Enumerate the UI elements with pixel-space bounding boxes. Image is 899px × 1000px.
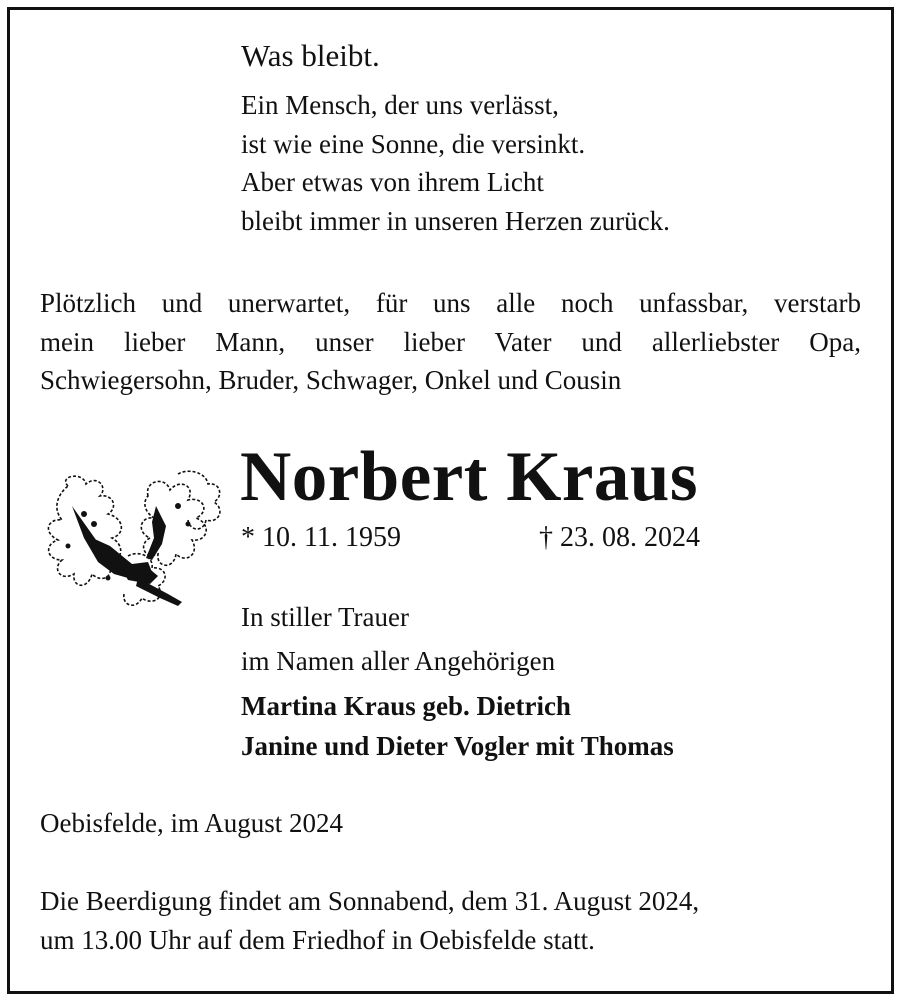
family-names <box>241 686 674 766</box>
announcement-line: Plötzlich und unerwartet, für uns alle noch unfassbar, verstarb <box>40 288 861 318</box>
place-date: Oebisfelde, im August 2024 <box>40 808 343 838</box>
announcement-text <box>40 284 861 400</box>
oak-leaf-icon <box>28 466 228 614</box>
poem-line: ist wie eine Sonne, die versinkt. <box>241 128 586 159</box>
funeral-line: Die Beerdigung findet am Sonnabend, dem 31. August 2024, <box>40 886 700 916</box>
deceased-name: Norbert Kraus <box>240 438 699 516</box>
family-member: Janine und Dieter Vogler mit Thomas <box>241 731 674 761</box>
poem-line: Aber etwas von ihrem Licht <box>241 167 544 197</box>
poem-title: Was bleibt. <box>241 38 380 73</box>
mourning-line: im Namen aller Angehörigen <box>241 646 556 676</box>
funeral-line: um 13.00 Uhr auf dem Friedhof in Oebisfelde statt. <box>40 924 595 955</box>
mourning-note <box>241 595 555 683</box>
poem <box>241 86 670 240</box>
birth-date: * 10. 11. 1959 <box>241 522 401 553</box>
poem-line: bleibt immer in unseren Herzen zurück. <box>241 205 670 236</box>
announcement-line: mein lieber Mann, unser lieber Vater und allerliebster Opa, <box>40 326 861 357</box>
poem-line: Ein Mensch, der uns verlässt, <box>241 90 559 120</box>
death-date: † 23. 08. 2024 <box>539 522 700 553</box>
announcement-line: Schwiegersohn, Bruder, Schwager, Onkel und Cousin <box>40 365 622 395</box>
mourning-line: In stiller Trauer <box>241 602 409 632</box>
funeral-info <box>40 882 699 959</box>
family-member: Martina Kraus geb. Dietrich <box>241 691 571 721</box>
